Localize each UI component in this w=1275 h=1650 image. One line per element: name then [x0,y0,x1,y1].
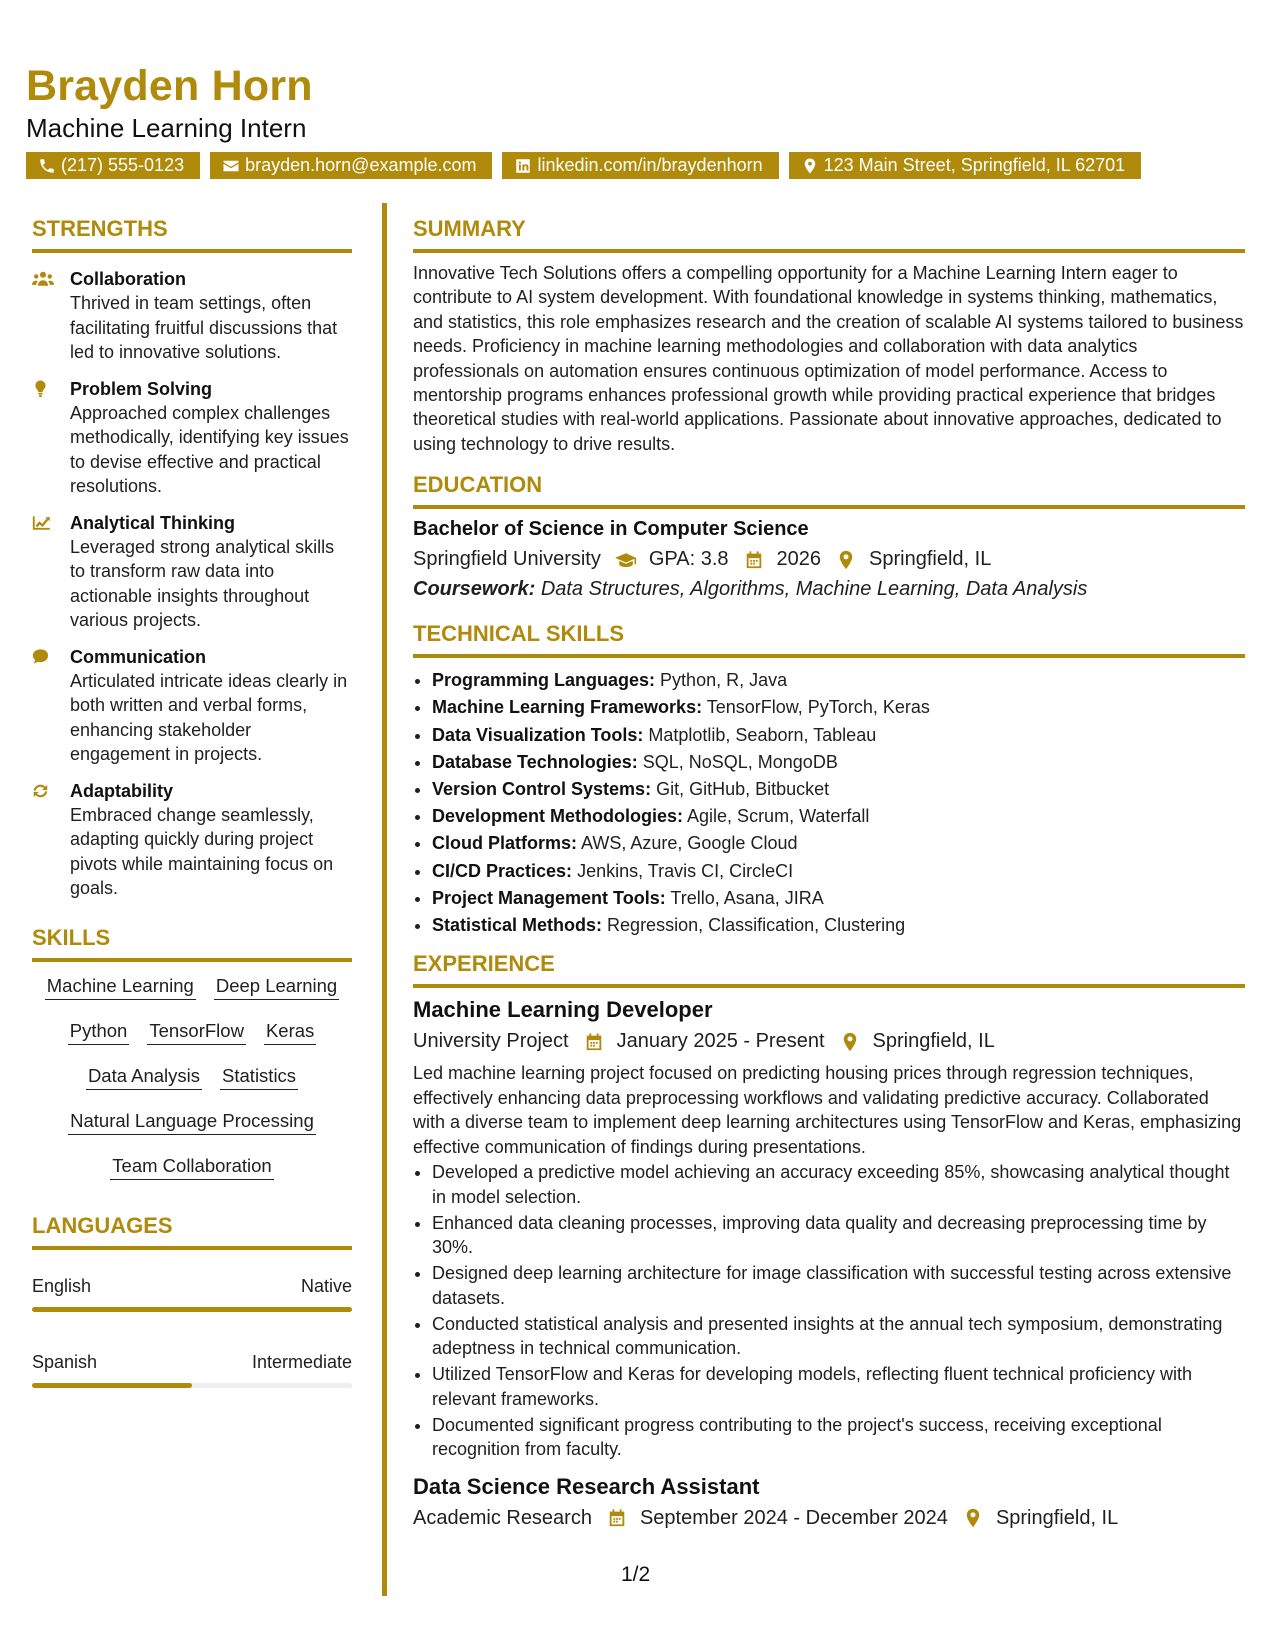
skill-tag: Python [68,1019,130,1045]
tech-value: AWS, Azure, Google Cloud [581,833,798,854]
map-marker-icon [835,550,857,570]
skill-tag: Machine Learning [45,974,196,1000]
job-meta [413,1507,1245,1530]
education-school: Springfield University [413,548,601,571]
job-dates: January 2025 - Present [616,1030,825,1053]
job-entry [413,1474,1245,1530]
strength-title: Adaptability [70,780,174,801]
users-icon [32,269,54,289]
language-name: English [32,1275,92,1296]
education-meta [413,548,1245,571]
linkedin-text: linkedin.com/in/braydenhorn [537,155,763,175]
list-item: • Developed a predictive model achieving an accuracy exceeding 85%, showcasing analytical thought in model selection. [432,1160,1245,1209]
tech-value: Matplotlib, Seaborn, Tableau [648,724,877,745]
tech-label: Programming Languages: [432,670,656,691]
email-text: brayden.horn@example.com [245,155,477,175]
job-title: Data Science Research Assistant [413,1473,760,1499]
skill-tag: Deep Learning [214,974,339,1000]
tech-value: Agile, Scrum, Waterfall [687,806,870,827]
map-marker-icon [839,1032,861,1052]
skill-tag: Data Analysis [86,1064,202,1090]
contact-address[interactable] [789,152,1142,179]
experience-heading: EXPERIENCE [413,951,1245,988]
left-column [32,216,352,1388]
linkedin-icon [514,157,532,175]
strength-title: Communication [70,646,207,667]
list-item [432,885,1245,912]
job-meta [413,1030,1245,1053]
tech-value: Git, GitHub, Bitbucket [656,779,830,800]
languages-heading: LANGUAGES [32,1213,352,1250]
job-org: University Project [413,1030,569,1053]
address-text: 123 Main Street, Springfield, IL 62701 [823,155,1126,175]
education-location: Springfield, IL [869,548,992,571]
calendar-icon [743,550,765,570]
list-item: • Utilized TensorFlow and Keras for developing models, reflecting fluent technical proficiency with relevant frameworks. [432,1362,1245,1411]
strength-item [32,377,352,499]
education-coursework [413,578,1245,601]
job-title: Machine Learning Developer [413,997,713,1023]
list-item [432,749,1245,776]
strength-item [32,511,352,633]
column-divider [382,203,387,1596]
list-item [432,858,1245,885]
education-degree: Bachelor of Science in Computer Science [413,518,809,541]
job-bullets [413,1160,1245,1462]
list-item: • Enhanced data cleaning processes, improving data quality and decreasing preprocessing time by 30%. [432,1211,1245,1260]
job-description: Led machine learning project focused on predicting housing prices through regression techniques, effectively enhancing data preprocessing workflows and validating predictive accuracy. Collaborated with a diverse team to implement deep learning architectures using TensorFlow and Keras, emphasizing effective communication of findings during presentations. [413,1063,1242,1157]
language-item [32,1276,352,1297]
job-location: Springfield, IL [995,1506,1119,1529]
contact-linkedin[interactable] [502,152,778,179]
candidate-name: Brayden Horn [26,62,313,110]
list-item [432,694,1245,721]
list-item [432,776,1245,803]
skills-heading: SKILLS [32,925,352,962]
list-item [432,830,1245,857]
skill-tag: Keras [264,1019,316,1045]
language-name: Spanish [32,1351,98,1372]
list-item: • Designed deep learning architecture for image classification with successful testing across extensive datasets. [432,1261,1245,1310]
tech-value: Regression, Classification, Clustering [607,915,906,936]
job-org: Academic Research [413,1506,592,1529]
strength-desc: Articulated intricate ideas clearly in both written and verbal forms, enhancing stakeholder engagement in projects. [70,670,348,764]
contact-email[interactable] [210,152,492,179]
list-item: • Documented significant progress contributing to the project's success, receiving exceptional recognition from faculty. [432,1413,1245,1462]
strength-title: Analytical Thinking [70,512,236,533]
strength-desc: Thrived in team settings, often facilitating fruitful discussions that led to innovative solutions. [70,293,338,362]
tech-value: Python, R, Java [660,670,788,691]
phone-text: (217) 555-0123 [61,155,185,175]
list-item [432,722,1245,749]
strength-desc: Approached complex challenges methodically, identifying key issues to devise effective and practical resolutions. [70,402,349,496]
education-year: 2026 [776,548,822,571]
tech-value: Jenkins, Travis CI, CircleCI [577,860,794,881]
skills-list [32,974,352,1199]
skill-tag: Natural Language Processing [68,1109,316,1135]
list-item: • Conducted statistical analysis and presented insights at the annual tech symposium, demonstrating adeptness in technical communication. [432,1312,1245,1361]
language-bar-fill [32,1307,352,1312]
skill-tag: Team Collaboration [110,1154,273,1180]
tech-value: TensorFlow, PyTorch, Keras [706,697,930,718]
contact-phone[interactable] [26,152,200,179]
strength-item [32,779,352,901]
technical-skills-heading: TECHNICAL SKILLS [413,621,1245,658]
skill-tag: TensorFlow [147,1019,246,1045]
education-gpa: GPA: 3.8 [648,548,729,571]
strength-item [32,267,352,365]
envelope-icon [222,157,240,175]
map-marker-icon [801,157,819,175]
coursework-label: Coursework: [413,578,536,601]
strength-desc: Embraced change seamlessly, adapting quickly during project pivots while maintaining focus on goals. [70,804,334,898]
coursework-list: Data Structures, Algorithms, Machine Learning, Data Analysis [540,578,1088,601]
map-marker-icon [962,1508,984,1528]
strength-title: Collaboration [70,269,186,289]
chart-line-icon [32,513,54,533]
languages-list [32,1276,352,1388]
language-bar [32,1307,352,1312]
graduation-cap-icon [615,550,637,570]
contact-bar [26,152,1141,179]
tech-label: Version Control Systems: [432,779,652,800]
lightbulb-icon [32,379,54,399]
technical-skills-list [413,667,1245,939]
candidate-title: Machine Learning Intern [26,113,307,143]
tech-label: CI/CD Practices: [432,860,573,881]
sync-icon [32,781,54,801]
language-level: Intermediate [251,1351,352,1372]
language-level: Native [300,1275,352,1296]
tech-label: Project Management Tools: [432,887,666,908]
tech-label: Development Methodologies: [432,806,684,827]
language-bar [32,1383,352,1388]
page-number: 1/2 [621,1563,651,1586]
job-dates: September 2024 - December 2024 [639,1506,948,1529]
job-location: Springfield, IL [872,1030,995,1053]
job-entry [413,997,1245,1462]
list-item [432,912,1245,939]
tech-label: Data Visualization Tools: [432,724,644,745]
tech-label: Cloud Platforms: [432,833,578,854]
tech-label: Database Technologies: [432,751,638,772]
tech-value: SQL, NoSQL, MongoDB [642,751,838,772]
skill-tag: Statistics [220,1064,298,1090]
list-item [432,667,1245,694]
strength-desc: Leveraged strong analytical skills to transform raw data into actionable insights throughout various projects. [70,536,335,630]
right-column [413,216,1245,1530]
strength-item [32,645,352,767]
list-item [432,803,1245,830]
calendar-icon [606,1508,628,1528]
tech-label: Machine Learning Frameworks: [432,697,703,718]
language-bar-fill [32,1383,192,1388]
language-item [32,1352,352,1373]
education-heading: EDUCATION [413,472,1245,509]
tech-value: Trello, Asana, JIRA [670,887,824,908]
summary-text: Innovative Tech Solutions offers a compelling opportunity for a Machine Learning Intern eager to contribute to AI system development. With foundational knowledge in systems thinking, mathematics, and statistics, this role emphasizes research and the creation of scalable AI systems tailored to business needs. Proficiency in machine learning methodologies and collaboration with data analytics professionals on automation ensures continuous optimization of model performance. Access to mentorship programs enhances professional growth while providing practical experience that bridges theoretical studies with real-world applications. Passionate about innovative approaches, dedicated to using technology to drive results. [413,263,1244,454]
strengths-heading: STRENGTHS [32,216,352,253]
calendar-icon [583,1032,605,1052]
phone-icon [38,157,56,175]
tech-label: Statistical Methods: [432,915,603,936]
comment-icon [32,647,54,667]
summary-heading: SUMMARY [413,216,1245,253]
strength-title: Problem Solving [70,378,213,399]
